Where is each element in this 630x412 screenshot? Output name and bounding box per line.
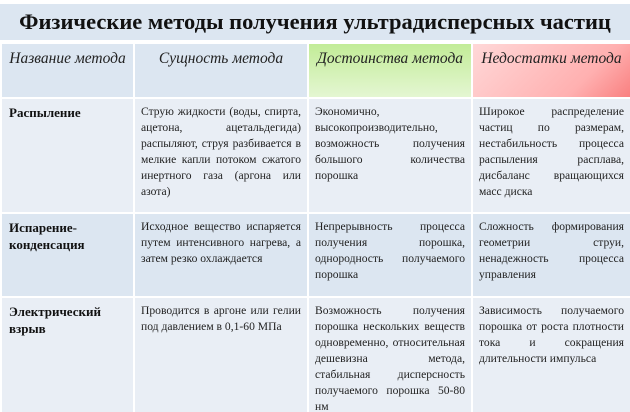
method-name: Электрический взрыв	[1, 297, 134, 412]
header-row	[1, 43, 630, 98]
table-row	[1, 297, 630, 412]
method-essence: Проводится в аргоне или гелии под давлением в 0,1-60 МПа	[134, 297, 308, 412]
header-method-name: Название метода	[1, 43, 134, 98]
header-advantages: Достоинства метода	[308, 43, 472, 98]
table-row	[1, 213, 630, 297]
header-disadvantages: Недостатки метода	[472, 43, 630, 98]
method-disadvantages: Широкое распределение частиц по размерам, нестабильность процесса распыления расплава, дисбаланс вращающихся масс диска	[472, 98, 630, 213]
method-disadvantages: Зависимость получаемого порошка от роста плотности тока и сокращения длительности импульса	[472, 297, 630, 412]
method-name: Испарение-конденсация	[1, 213, 134, 297]
method-name: Распыление	[1, 98, 134, 213]
header-essence: Сущность метода	[134, 43, 308, 98]
methods-table	[0, 42, 630, 412]
table-row	[1, 98, 630, 213]
method-disadvantages: Сложность формирования геометрии струи, ненадежность процесса управления	[472, 213, 630, 297]
method-essence: Струю жидкости (воды, спирта, ацетона, ацетальдегида) распыляют, струя разбивается в мелкие капли потоком сжатого инертного газа (аргона или азота)	[134, 98, 308, 213]
method-advantages: Непрерывность процесса получения порошка, однородность получаемого порошка	[308, 213, 472, 297]
method-essence: Исходное вещество испаряется путем интенсивного нагрева, а затем резко охлаждается	[134, 213, 308, 297]
method-advantages: Возможность получения порошка нескольких веществ одновременно, относительная дешевизна метода, стабильная дисперсность получаемого порошка 50-80 нм	[308, 297, 472, 412]
slide-title: Физические методы получения ультрадисперсных частиц	[0, 4, 630, 40]
method-advantages: Экономично, высокопроизводительно, возможность получения большого количества порошка	[308, 98, 472, 213]
